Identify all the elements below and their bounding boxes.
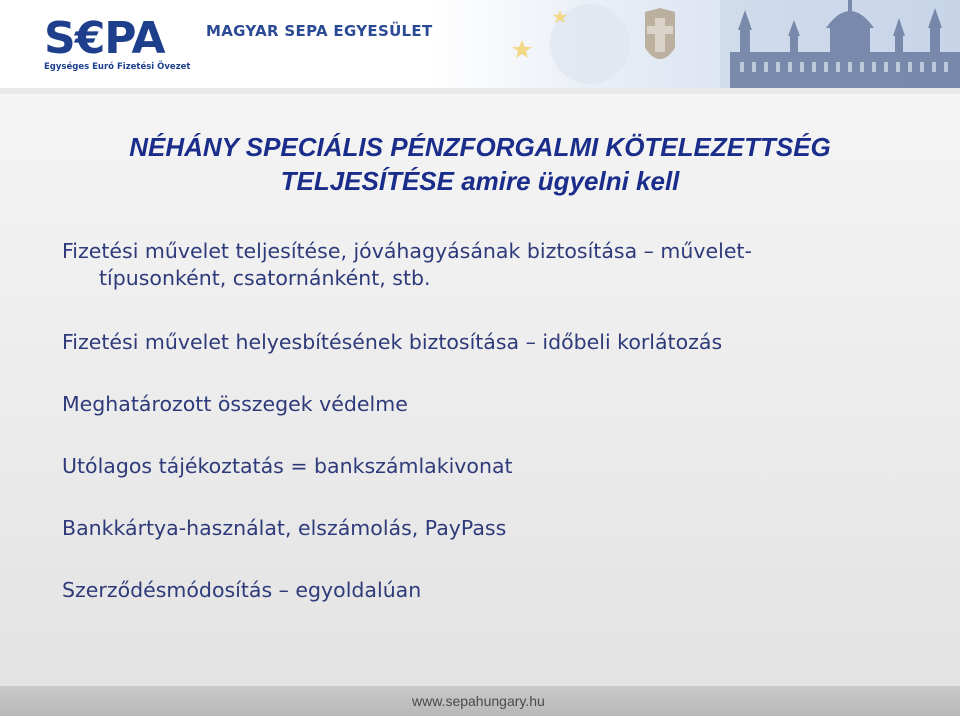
list-item — [62, 577, 912, 604]
logo-text: S€PA — [44, 13, 165, 64]
bullet-list — [62, 238, 912, 604]
footer-bar — [0, 686, 960, 716]
bullet-text: Bankkártya-használat, elszámolás, PayPass — [62, 516, 507, 540]
title-line-1: NÉHÁNY SPECIÁLIS PÉNZFORGALMI KÖTELEZETTSÉG — [129, 132, 831, 162]
slide-title — [60, 130, 900, 198]
bullet-text: Utólagos tájékoztatás = bankszámlakivonat — [62, 454, 513, 478]
footer-url-link[interactable]: www.sepahungary.hu — [412, 693, 545, 709]
title-line-2: TELJESÍTÉSE amire ügyelni kell — [280, 166, 680, 196]
organization-name: MAGYAR SEPA EGYESÜLET — [206, 22, 433, 40]
bullet-text: Meghatározott összegek védelme — [62, 392, 408, 416]
logo-subtitle: Egységes Euró Fizetési Övezet — [44, 62, 191, 72]
list-item — [62, 515, 912, 542]
bullet-text: Fizetési művelet teljesítése, jóváhagyásának biztosítása – művelet- — [62, 239, 752, 263]
bullet-text: Fizetési művelet helyesbítésének biztosítása – időbeli korlátozás — [62, 330, 723, 354]
bullet-text: Szerződésmódosítás – egyoldalúan — [62, 578, 422, 602]
list-item — [62, 238, 912, 292]
list-item — [62, 391, 912, 418]
bullet-text-continuation: típusonként, csatornánként, stb. — [99, 266, 431, 290]
header-banner — [0, 0, 960, 94]
list-item — [62, 453, 912, 480]
list-item — [62, 329, 912, 356]
sepa-logo — [44, 13, 194, 78]
